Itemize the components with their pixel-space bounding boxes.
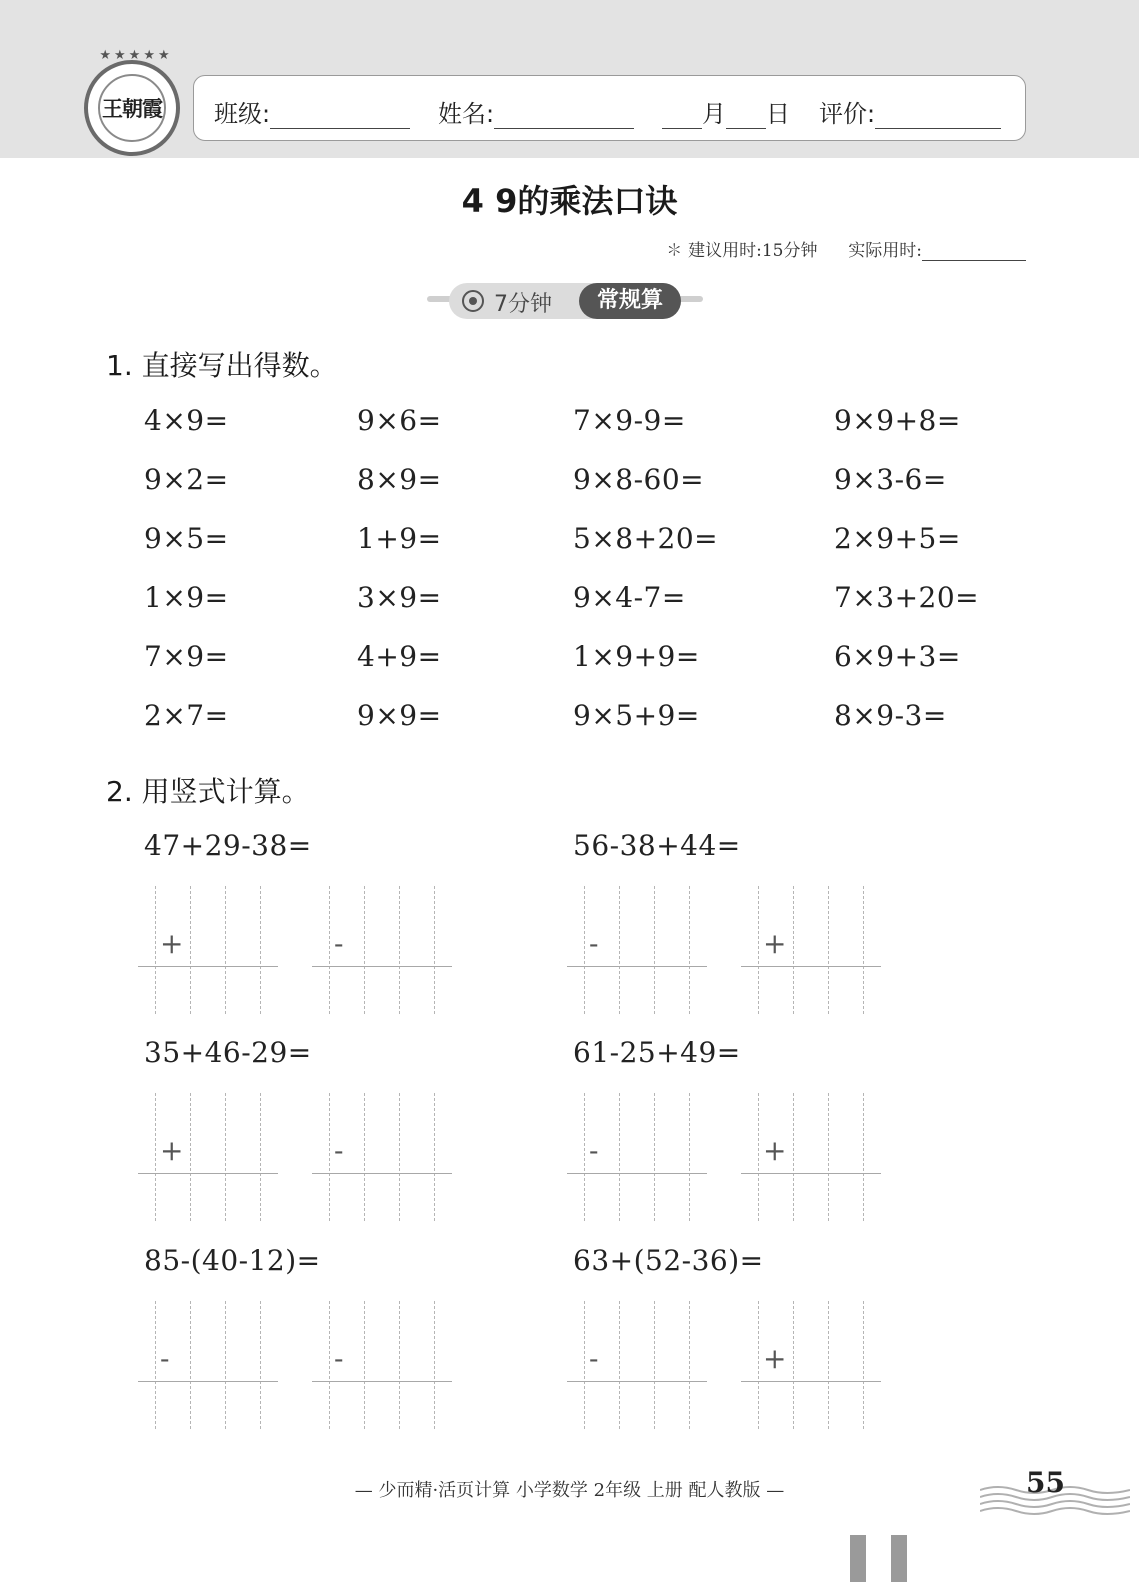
- vertical-calc-frame[interactable]: [312, 886, 452, 1014]
- pill-time: 7分钟: [494, 292, 552, 317]
- operator-sign: +: [160, 927, 184, 960]
- answer-line: [138, 1173, 278, 1174]
- oral-problem: 2×7=: [144, 699, 229, 732]
- answer-line: [312, 1381, 452, 1382]
- answer-line: [567, 966, 707, 967]
- digit-column-guide: [619, 1093, 620, 1221]
- digit-column-guide: [329, 1093, 330, 1221]
- day-label: 日: [766, 100, 790, 128]
- vertical-calc-expression: 56-38+44=: [573, 829, 741, 862]
- answer-line: [741, 966, 881, 967]
- digit-column-guide: [689, 1301, 690, 1429]
- vertical-calc-expression: 47+29-38=: [144, 829, 312, 862]
- date-field: [662, 94, 790, 129]
- digit-column-guide: [654, 1093, 655, 1221]
- digit-column-guide: [584, 1301, 585, 1429]
- digit-column-guide: [260, 886, 261, 1014]
- digit-column-guide: [190, 886, 191, 1014]
- operator-sign: -: [160, 1342, 170, 1375]
- digit-column-guide: [399, 1301, 400, 1429]
- oral-problem: 9×5=: [144, 522, 229, 555]
- digit-column-guide: [619, 886, 620, 1014]
- logo-seal: [98, 74, 166, 142]
- vertical-calc-frame[interactable]: [741, 1301, 881, 1429]
- digit-column-guide: [654, 1301, 655, 1429]
- question-1-title: 1. 直接写出得数。: [106, 349, 338, 382]
- oral-problem: 8×9-3=: [834, 699, 947, 732]
- oral-problem: 7×3+20=: [834, 581, 980, 614]
- oral-problem: 1×9=: [144, 581, 229, 614]
- page-tab-mark: [891, 1535, 907, 1582]
- operator-sign: -: [334, 1134, 344, 1167]
- digit-column-guide: [225, 1301, 226, 1429]
- digit-column-guide: [654, 886, 655, 1014]
- digit-column-guide: [689, 1093, 690, 1221]
- evaluation-label: 评价:: [819, 100, 876, 128]
- digit-column-guide: [863, 1301, 864, 1429]
- oral-problem: 1+9=: [357, 522, 442, 555]
- vertical-calc-expression: 85-(40-12)=: [144, 1244, 321, 1277]
- vertical-calc-frame[interactable]: [138, 1301, 278, 1429]
- answer-line: [138, 966, 278, 967]
- oral-problem: 9×2=: [144, 463, 229, 496]
- actual-time-blank[interactable]: [922, 239, 1026, 261]
- digit-column-guide: [399, 1093, 400, 1221]
- actual-time-label: 实际用时:: [848, 241, 922, 261]
- operator-sign: -: [589, 1342, 599, 1375]
- digit-column-guide: [225, 1093, 226, 1221]
- answer-line: [312, 1173, 452, 1174]
- oral-problem: 4+9=: [357, 640, 442, 673]
- digit-column-guide: [329, 886, 330, 1014]
- oral-problem: 9×3-6=: [834, 463, 947, 496]
- class-label: 班级:: [214, 100, 271, 128]
- page-number: 55: [1026, 1466, 1065, 1499]
- oral-problem: 1×9+9=: [573, 640, 700, 673]
- operator-sign: -: [589, 927, 599, 960]
- suggested-time: 建议用时:15分钟: [688, 241, 818, 261]
- vertical-calc-frame[interactable]: [741, 1093, 881, 1221]
- operator-sign: -: [589, 1134, 599, 1167]
- month-label: 月: [702, 100, 726, 128]
- digit-column-guide: [434, 1093, 435, 1221]
- answer-line: [567, 1381, 707, 1382]
- digit-column-guide: [828, 1093, 829, 1221]
- vertical-calc-frame[interactable]: [312, 1093, 452, 1221]
- digit-column-guide: [828, 1301, 829, 1429]
- digit-column-guide: [758, 1301, 759, 1429]
- oral-problem: 9×5+9=: [573, 699, 700, 732]
- vertical-calc-frame[interactable]: [567, 886, 707, 1014]
- oral-problem: 9×6=: [357, 404, 442, 437]
- digit-column-guide: [689, 886, 690, 1014]
- digit-column-guide: [190, 1093, 191, 1221]
- digit-column-guide: [863, 886, 864, 1014]
- page-title: 4 9的乘法口诀: [461, 182, 678, 220]
- pill-tag: 常规算: [579, 283, 681, 319]
- digit-column-guide: [584, 886, 585, 1014]
- oral-problem: 6×9+3=: [834, 640, 961, 673]
- operator-sign: +: [763, 1134, 787, 1167]
- operator-sign: -: [334, 927, 344, 960]
- oral-problem: 4×9=: [144, 404, 229, 437]
- answer-line: [312, 966, 452, 967]
- oral-problem: 9×9=: [357, 699, 442, 732]
- operator-sign: +: [160, 1134, 184, 1167]
- operator-sign: +: [763, 1342, 787, 1375]
- student-info-box: [193, 75, 1026, 141]
- vertical-calc-expression: 61-25+49=: [573, 1036, 741, 1069]
- operator-sign: +: [763, 927, 787, 960]
- name-blank[interactable]: [494, 101, 634, 129]
- oral-problem: 2×9+5=: [834, 522, 961, 555]
- oral-problem: 7×9-9=: [573, 404, 686, 437]
- digit-column-guide: [793, 1093, 794, 1221]
- answer-line: [741, 1173, 881, 1174]
- oral-problem: 8×9=: [357, 463, 442, 496]
- vertical-calc-frame[interactable]: [138, 1093, 278, 1221]
- digit-column-guide: [828, 886, 829, 1014]
- name-label: 姓名:: [438, 100, 495, 128]
- vertical-calc-expression: 35+46-29=: [144, 1036, 312, 1069]
- digit-column-guide: [364, 886, 365, 1014]
- vertical-calc-frame[interactable]: [567, 1093, 707, 1221]
- vertical-calc-frame[interactable]: [312, 1301, 452, 1429]
- oral-problem: 9×4-7=: [573, 581, 686, 614]
- vertical-calc-frame[interactable]: [567, 1301, 707, 1429]
- digit-column-guide: [793, 886, 794, 1014]
- evaluation-field: [819, 94, 1001, 129]
- digit-column-guide: [155, 1093, 156, 1221]
- digit-column-guide: [863, 1093, 864, 1221]
- digit-column-guide: [225, 886, 226, 1014]
- digit-column-guide: [190, 1301, 191, 1429]
- digit-column-guide: [434, 886, 435, 1014]
- vertical-calc-frame[interactable]: [741, 886, 881, 1014]
- digit-column-guide: [329, 1301, 330, 1429]
- gear-icon: ✽: [665, 241, 683, 261]
- answer-line: [138, 1381, 278, 1382]
- digit-column-guide: [434, 1301, 435, 1429]
- digit-column-guide: [399, 886, 400, 1014]
- oral-problem: 7×9=: [144, 640, 229, 673]
- oral-problem: 5×8+20=: [573, 522, 719, 555]
- vertical-calc-expression: 63+(52-36)=: [573, 1244, 764, 1277]
- question-2-title: 2. 用竖式计算。: [106, 775, 310, 808]
- logo-text: 王朝霞: [102, 96, 162, 121]
- logo-stars-icon: ★★★★★: [99, 48, 173, 63]
- digit-column-guide: [793, 1301, 794, 1429]
- digit-column-guide: [155, 1301, 156, 1429]
- vertical-calc-frame[interactable]: [138, 886, 278, 1014]
- clock-icon: [462, 290, 484, 312]
- page-tab-mark: [850, 1535, 866, 1582]
- day-blank[interactable]: [726, 101, 766, 129]
- digit-column-guide: [758, 886, 759, 1014]
- digit-column-guide: [364, 1093, 365, 1221]
- digit-column-guide: [260, 1093, 261, 1221]
- digit-column-guide: [619, 1301, 620, 1429]
- digit-column-guide: [758, 1093, 759, 1221]
- digit-column-guide: [155, 886, 156, 1014]
- class-field: [214, 94, 410, 129]
- name-field: [438, 94, 634, 129]
- oral-problem: 3×9=: [357, 581, 442, 614]
- answer-line: [567, 1173, 707, 1174]
- month-blank[interactable]: [662, 101, 702, 129]
- oral-problem: 9×9+8=: [834, 404, 961, 437]
- digit-column-guide: [364, 1301, 365, 1429]
- class-blank[interactable]: [270, 101, 410, 129]
- digit-column-guide: [584, 1093, 585, 1221]
- oral-problem: 9×8-60=: [573, 463, 705, 496]
- answer-line: [741, 1381, 881, 1382]
- time-line: [666, 236, 1026, 261]
- digit-column-guide: [260, 1301, 261, 1429]
- operator-sign: -: [334, 1342, 344, 1375]
- publisher-logo: [84, 48, 180, 156]
- footer-text: — 少而精·活页计算 小学数学 2年级 上册 配人教版 —: [354, 1480, 785, 1501]
- evaluation-blank[interactable]: [875, 101, 1001, 129]
